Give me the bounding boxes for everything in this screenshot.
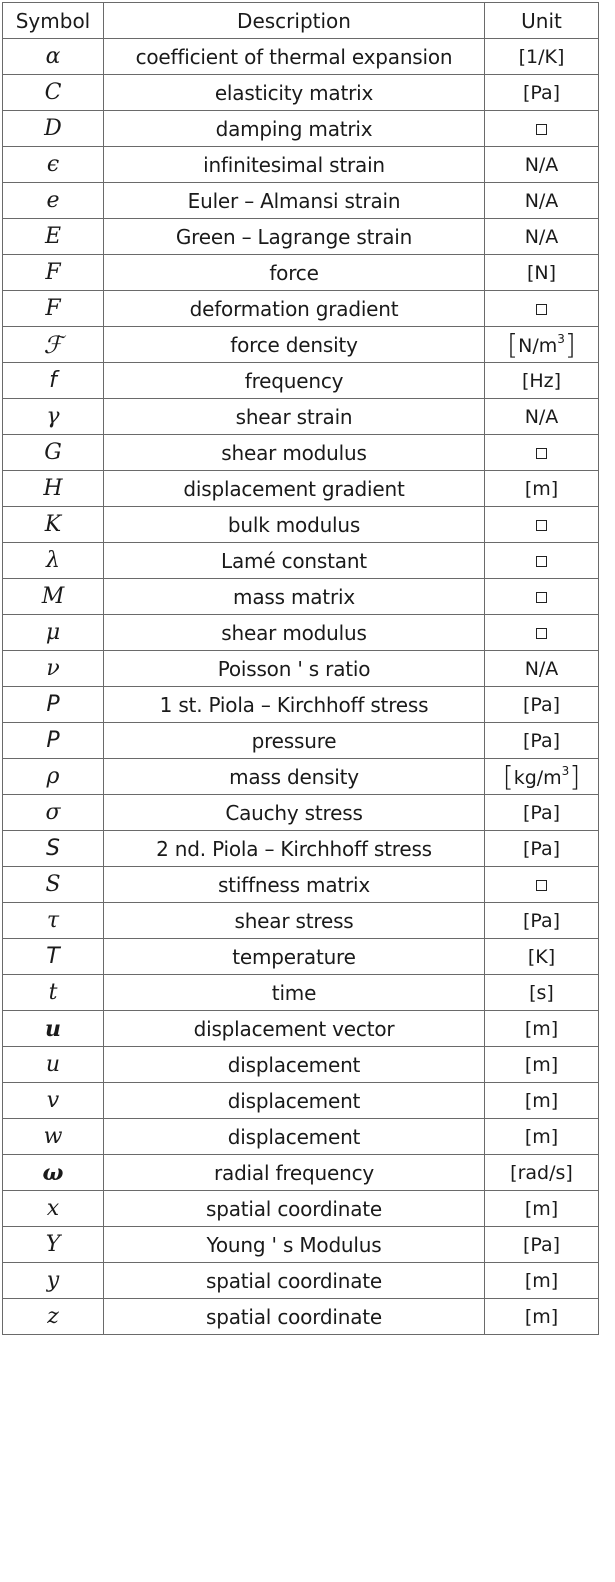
table-row: [3, 759, 599, 795]
table-row: [3, 687, 599, 723]
unit-cell: [s]: [485, 975, 599, 1011]
unit-cell: [485, 543, 599, 579]
table-row: [3, 1263, 599, 1299]
undefined-unit-box-icon: [536, 880, 547, 891]
undefined-unit-box-icon: [536, 592, 547, 603]
unit-cell: N/A: [485, 147, 599, 183]
symbol-cell: T: [3, 939, 104, 975]
table-row: [3, 147, 599, 183]
header-symbol: Symbol: [3, 3, 104, 39]
table-row: [3, 1047, 599, 1083]
table-row: [3, 1299, 599, 1335]
description-cell: stiffness matrix: [104, 867, 485, 903]
table-row: [3, 1083, 599, 1119]
undefined-unit-box-icon: [536, 124, 547, 135]
unit-cell: [Pa]: [485, 903, 599, 939]
table-row: [3, 1191, 599, 1227]
description-cell: mass matrix: [104, 579, 485, 615]
unit-cell: N/A: [485, 399, 599, 435]
table-row: [3, 939, 599, 975]
table-row: [3, 903, 599, 939]
left-bracket: [: [507, 328, 519, 361]
symbol-cell: w: [3, 1119, 104, 1155]
symbol-cell: ϵ: [3, 147, 104, 183]
table-row: [3, 831, 599, 867]
symbol-cell: λ: [3, 543, 104, 579]
right-bracket: ]: [569, 760, 581, 793]
unit-cell: [Pa]: [485, 1227, 599, 1263]
table-row: [3, 975, 599, 1011]
undefined-unit-box-icon: [536, 448, 547, 459]
symbol-cell: μ: [3, 615, 104, 651]
unit-exponent: 3: [557, 332, 565, 346]
unit-cell: [m]: [485, 1011, 599, 1047]
description-cell: shear stress: [104, 903, 485, 939]
symbol-cell: S: [3, 831, 104, 867]
table-row: [3, 1011, 599, 1047]
table-row: [3, 291, 599, 327]
description-cell: force: [104, 255, 485, 291]
unit-cell: [Pa]: [485, 831, 599, 867]
description-cell: time: [104, 975, 485, 1011]
symbol-cell: C: [3, 75, 104, 111]
symbol-cell: t: [3, 975, 104, 1011]
unit-cell: [485, 579, 599, 615]
unit-cell: [485, 291, 599, 327]
unit-cell: N/A: [485, 651, 599, 687]
table-row: [3, 507, 599, 543]
description-cell: shear modulus: [104, 435, 485, 471]
symbol-cell: F: [3, 255, 104, 291]
table-row: [3, 651, 599, 687]
description-cell: Euler – Almansi strain: [104, 183, 485, 219]
table-row: [3, 579, 599, 615]
unit-cell: [485, 327, 599, 363]
table-row: [3, 111, 599, 147]
table-row: [3, 1155, 599, 1191]
symbol-cell: α: [3, 39, 104, 75]
description-cell: Cauchy stress: [104, 795, 485, 831]
table-body: [3, 39, 599, 1335]
description-cell: displacement: [104, 1047, 485, 1083]
description-cell: mass density: [104, 759, 485, 795]
undefined-unit-box-icon: [536, 520, 547, 531]
unit-cell: N/A: [485, 219, 599, 255]
description-cell: spatial coordinate: [104, 1299, 485, 1335]
description-cell: elasticity matrix: [104, 75, 485, 111]
unit-cell: [485, 435, 599, 471]
table-row: [3, 543, 599, 579]
unit-cell: [1/K]: [485, 39, 599, 75]
table-row: [3, 399, 599, 435]
symbol-cell: D: [3, 111, 104, 147]
table-row: [3, 615, 599, 651]
symbol-cell: ν: [3, 651, 104, 687]
symbol-cell: f: [3, 363, 104, 399]
description-cell: spatial coordinate: [104, 1263, 485, 1299]
unit-cell: [m]: [485, 1191, 599, 1227]
description-cell: frequency: [104, 363, 485, 399]
table-row: [3, 1119, 599, 1155]
unit-cell: [m]: [485, 1119, 599, 1155]
symbol-cell: Y: [3, 1227, 104, 1263]
unit-cell: [485, 615, 599, 651]
description-cell: displacement gradient: [104, 471, 485, 507]
unit-cell: [rad/s]: [485, 1155, 599, 1191]
symbol-cell: P: [3, 723, 104, 759]
unit-cell: N/A: [485, 183, 599, 219]
table-row: [3, 471, 599, 507]
table-row: [3, 723, 599, 759]
symbol-cell: H: [3, 471, 104, 507]
description-cell: Lamé constant: [104, 543, 485, 579]
table-row: [3, 1227, 599, 1263]
symbol-cell: z: [3, 1299, 104, 1335]
table-row: [3, 219, 599, 255]
description-cell: 1 st. Piola – Kirchhoff stress: [104, 687, 485, 723]
description-cell: spatial coordinate: [104, 1191, 485, 1227]
table-row: [3, 363, 599, 399]
unit-cell: [485, 507, 599, 543]
description-cell: damping matrix: [104, 111, 485, 147]
table-row: [3, 39, 599, 75]
symbol-cell: τ: [3, 903, 104, 939]
description-cell: shear modulus: [104, 615, 485, 651]
table-row: [3, 867, 599, 903]
unit-cell: [m]: [485, 471, 599, 507]
unit-cell: [Pa]: [485, 723, 599, 759]
description-cell: pressure: [104, 723, 485, 759]
symbol-cell: S: [3, 867, 104, 903]
symbol-table: [2, 2, 599, 1335]
left-bracket: [: [502, 760, 514, 793]
table-row: [3, 435, 599, 471]
unit-cell: [m]: [485, 1083, 599, 1119]
description-cell: 2 nd. Piola – Kirchhoff stress: [104, 831, 485, 867]
undefined-unit-box-icon: [536, 556, 547, 567]
unit-cell: [m]: [485, 1047, 599, 1083]
description-cell: shear strain: [104, 399, 485, 435]
header-row: [3, 3, 599, 39]
symbol-cell: y: [3, 1263, 104, 1299]
header-description: Description: [104, 3, 485, 39]
undefined-unit-box-icon: [536, 628, 547, 639]
description-cell: displacement vector: [104, 1011, 485, 1047]
table-row: [3, 183, 599, 219]
description-cell: Young ' s Modulus: [104, 1227, 485, 1263]
description-cell: displacement: [104, 1119, 485, 1155]
symbol-cell: x: [3, 1191, 104, 1227]
header-unit: Unit: [485, 3, 599, 39]
symbol-cell: u: [3, 1047, 104, 1083]
symbol-cell: ω: [3, 1155, 104, 1191]
symbol-cell: G: [3, 435, 104, 471]
description-cell: bulk modulus: [104, 507, 485, 543]
symbol-cell: u: [3, 1011, 104, 1047]
symbol-cell: E: [3, 219, 104, 255]
unit-text: N/m: [518, 335, 558, 357]
symbol-cell: K: [3, 507, 104, 543]
unit-cell: [N]: [485, 255, 599, 291]
table-row: [3, 75, 599, 111]
table-row: [3, 255, 599, 291]
symbol-cell: F: [3, 291, 104, 327]
symbol-cell: M: [3, 579, 104, 615]
unit-cell: [m]: [485, 1299, 599, 1335]
description-cell: infinitesimal strain: [104, 147, 485, 183]
symbol-cell: γ: [3, 399, 104, 435]
description-cell: radial frequency: [104, 1155, 485, 1191]
symbol-cell: P: [3, 687, 104, 723]
description-cell: Green – Lagrange strain: [104, 219, 485, 255]
description-cell: force density: [104, 327, 485, 363]
unit-cell: [Pa]: [485, 795, 599, 831]
unit-cell: [485, 111, 599, 147]
symbol-cell: e: [3, 183, 104, 219]
right-bracket: ]: [564, 328, 576, 361]
unit-cell: [m]: [485, 1263, 599, 1299]
unit-cell: [485, 867, 599, 903]
unit-cell: [485, 759, 599, 795]
unit-exponent: 3: [561, 764, 570, 778]
unit-cell: [Pa]: [485, 687, 599, 723]
symbol-cell: ℱ: [3, 327, 104, 363]
table-row: [3, 327, 599, 363]
description-cell: temperature: [104, 939, 485, 975]
symbol-cell: v: [3, 1083, 104, 1119]
unit-cell: [Pa]: [485, 75, 599, 111]
description-cell: deformation gradient: [104, 291, 485, 327]
symbol-cell: ρ: [3, 759, 104, 795]
unit-text: kg/m: [513, 767, 562, 789]
unit-cell: [Hz]: [485, 363, 599, 399]
description-cell: Poisson ' s ratio: [104, 651, 485, 687]
symbol-cell: σ: [3, 795, 104, 831]
description-cell: coefficient of thermal expansion: [104, 39, 485, 75]
undefined-unit-box-icon: [536, 304, 547, 315]
unit-cell: [K]: [485, 939, 599, 975]
description-cell: displacement: [104, 1083, 485, 1119]
table-row: [3, 795, 599, 831]
